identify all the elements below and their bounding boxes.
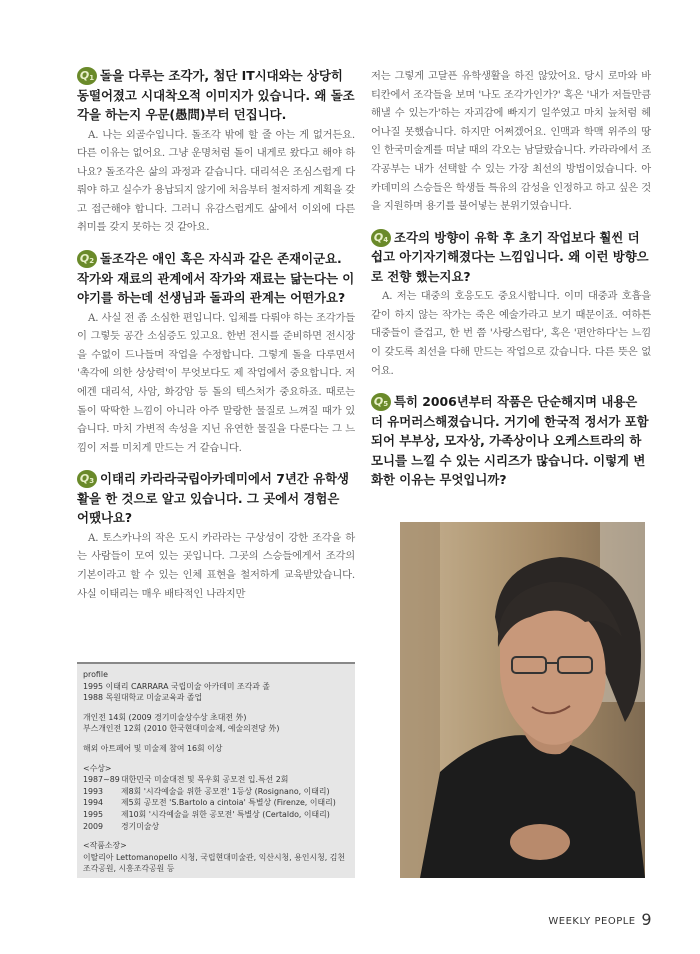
collection-heading: <작품소장> — [83, 841, 127, 851]
profile-line: 해외 아트페어 및 미술제 참여 16회 이상 — [83, 743, 223, 753]
profile-line: 부스개인전 12회 (2010 한국현대미술제, 예술의전당 外) — [83, 724, 280, 734]
award-row: 1994 제5회 공모전 'S.Bartolo a cintoia' 특별상 (Firenze, 이태리) — [83, 798, 336, 808]
answer-2: A. 사실 전 좀 소심한 편입니다. 입체를 다뤄야 하는 조각가들이 그렇듯 공간 소심증도 있고요. 한번 전시를 준비하면 전시장을 수없이 드나들며 작업을 수정합니다. 그렇게 돌을 다루면서 '촉각에 의한 상상력'이 무엇보다도 제 작업에서 중요합니다. 저에겐 대리석, 사암, 화강암 등 돌의 텍스처가 중요하죠. 때로는 돌이 딱딱한 느낌이 아니라 아주 말랑한 물질로 느껴질 때가 있습니다. 마치 가변적 속성을 지닌 유연한 물질을 다룬다는 그 느낌이 저를 미치게 만드는 거 같습니다. — [77, 311, 355, 454]
answer-3: A. 토스카나의 작은 도시 카라라는 구상성이 강한 조각을 하는 사람들이 모여 있는 곳입니다. 그곳의 스승들에게서 조각의 기본이라고 할 수 있는 인체 표현을 철저하게 교육받았습니다. 사실 이태리는 매우 배타적인 나라지만 — [77, 531, 355, 600]
awards-heading: <수상> — [83, 763, 112, 773]
profile-heading: profile — [83, 670, 108, 679]
question-badge-icon: $Q_1$ — [77, 67, 97, 85]
artist-portrait-photo — [400, 522, 645, 878]
answer-3-continued: 저는 그렇게 고달픈 유학생활을 하진 않았어요. 당시 로마와 바티칸에서 조각들을 보며 '나도 조각가인가?' 혹은 '내가 저들만큼 해낼 수 있는가'하는 자괴감에 빠지기 일쑤였고 마치 늪처럼 헤어나질 못했습니다. 하지만 어쩌겠어요. 인맥과 학맥 위주의 땅인 한국미술계를 떠날 때의 각오는 남달랐습니다. 카라라에서 조각공부는 내가 선택할 수 있는 가장 최선의 방법이었습니다. 아카데미의 스승들은 학생들 특유의 감성을 인정하고 하고 싶은 것을 지원하며 용기를 불어넣는 분위기였습니다. — [371, 70, 651, 213]
question-3: $Q_3$ 이태리 카라라국립아카데미에서 7년간 유학생활을 한 것으로 알고 있습니다. 그 곳에서 경험은 어땠나요? — [77, 471, 349, 526]
page-footer — [548, 910, 652, 929]
question-5: $Q_5$ 특히 2006년부터 작품은 단순해지며 내용은 더 유머러스해졌습니다. 거기에 한국적 정서가 포함되어 부부상, 모자상, 가족상이나 오케스트라의 하모니를 느낄 수 있는 시리즈가 많습니다. 이렇게 변화한 이유는 무엇입니까? — [371, 394, 649, 488]
collection-text: 이탈리아 Lettomanopello 시청, 국립현대미술관, 익산시청, 용인시청, 김천조각공원, 시흥조각공원 등 — [83, 852, 345, 874]
question-badge-icon: $Q_5$ — [371, 393, 391, 411]
question-1: $Q_1$ 돌을 다루는 조각가, 첨단 IT시대와는 상당히 동떨어졌고 시대착오적 이미지가 있습니다. 왜 돌조각을 하는지 우문(愚問)부터 던집니다. — [77, 68, 355, 122]
award-row: 1987~89 대한민국 미술대전 및 목우회 공모전 입.특선 2회 — [83, 775, 289, 785]
profile-line: 1988 목원대학교 미술교육과 졸업 — [83, 693, 203, 703]
question-4: $Q_4$ 조각의 방향이 유학 후 초기 작업보다 훨씬 더 쉽고 아기자기해졌다는 느낌입니다. 왜 이런 방향으로 전향 했는지요? — [371, 229, 649, 284]
question-badge-icon: $Q_4$ — [371, 229, 391, 247]
question-2: $Q_2$ 돌조각은 애인 혹은 자식과 같은 존재이군요. 작가와 재료의 관계에서 작가와 재료는 닮는다는 이야기를 하는데 선생님과 돌과의 관계는 어떤가요? — [77, 251, 355, 306]
award-row: 2009 경기미술상 — [83, 821, 160, 831]
question-badge-icon: $Q_3$ — [77, 470, 97, 488]
profile-line: 1995 이태리 CARRARA 국립미술 아카데미 조각과 졸 — [83, 681, 270, 691]
profile-box — [77, 662, 355, 878]
question-badge-icon: $Q_2$ — [77, 250, 97, 268]
magazine-name: WEEKLY PEOPLE — [548, 916, 636, 927]
answer-4: A. 저는 대중의 호응도도 중요시합니다. 이미 대중과 호흡을 같이 하지 않는 작가는 죽은 예술가라고 보기 때문이죠. 여하튼 대중들이 즐겁고, 한 번 쯤 '사랑스럽다', 혹은 '편안하다'는 느낌이 갖도록 최선을 다해 만드는 작업으로 갔습니다. 다른 뜻은 없어요. — [371, 290, 651, 377]
award-row: 1993 제8회 '시각예술을 위한 공모전' 1등상 (Rosignano, 이태리) — [83, 786, 330, 796]
portrait-illustration — [400, 522, 645, 878]
right-column — [371, 66, 651, 490]
answer-1: A. 나는 외골수입니다. 돌조각 밖에 할 줄 아는 게 없거든요. 다른 이유는 없어요. 그냥 운명처럼 돌이 내게로 왔다고 해야 하나요? 돌조각은 삶의 과정과 같습니다. 대리석은 조심스럽게 다뤄야 하고 실수가 용납되지 않기에 처음부터 철저하게 계획을 갖고 접근해야 합니다. 그러니 유감스럽게도 삶에서 이외에 다른 취미를 갖지 못하는 것 같아요. — [77, 128, 355, 234]
page-number: 9 — [641, 910, 652, 929]
profile-line: 개인전 14회 (2009 경기미술상수상 초대전 外) — [83, 712, 247, 722]
left-column — [77, 66, 355, 603]
award-row: 1995 제10회 '시각예술을 위한 공모전' 특별상 (Certaldo, 이태리) — [83, 809, 330, 819]
